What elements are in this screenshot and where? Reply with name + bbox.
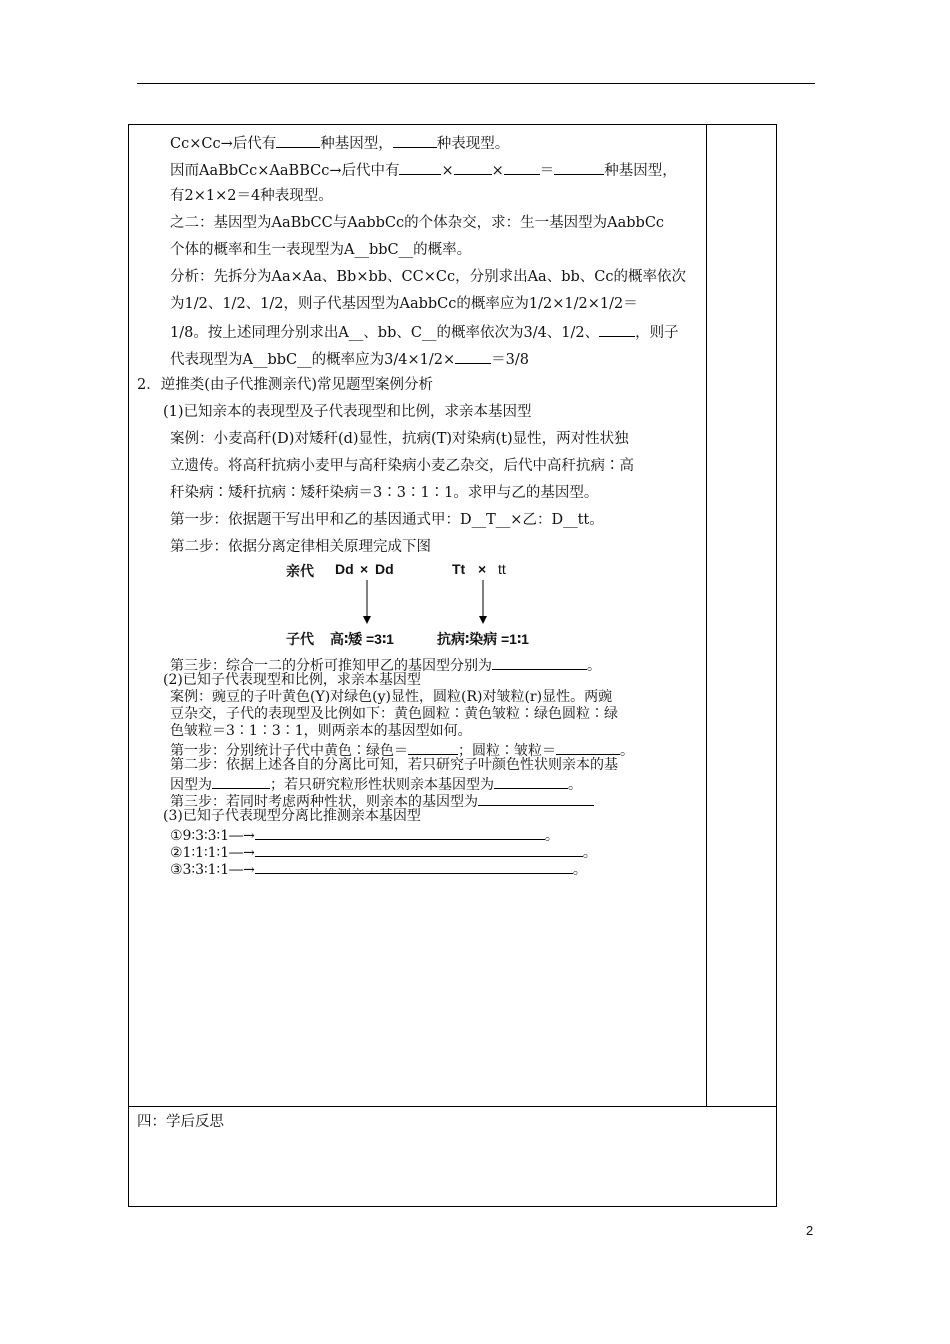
diagram-genotype-tt-2: tt: [498, 561, 506, 577]
diagram-arrows: [350, 578, 500, 628]
blank[interactable]: [478, 791, 594, 806]
blank[interactable]: [255, 859, 573, 874]
line-2: 因而AaBbCc×AaBBCc→后代中有 × × ＝ 种基因型，: [170, 160, 677, 180]
line-14: 秆染病∶矮秆抗病∶矮秆染病＝3∶3∶1∶1。求甲与乙的基因型。: [170, 485, 599, 501]
blank[interactable]: [255, 825, 545, 840]
notes-column-divider: [706, 124, 707, 1107]
line-24: 因型为 ；若只研究粒形性状则亲本基因型为 。: [170, 774, 582, 793]
blank[interactable]: [212, 774, 270, 789]
line-20: 豆杂交，子代的表现型及比例如下：黄色圆粒∶黄色皱粒∶绿色圆粒∶绿: [170, 706, 618, 722]
diagram-genotype-dd-2: Dd: [375, 561, 394, 577]
blank[interactable]: [276, 133, 320, 148]
diagram-child-label: 子代: [286, 631, 314, 647]
line-18: (2)已知子代表现型和比例，求亲本基因型: [163, 672, 421, 688]
line-27: ①9∶3∶3∶1―→ 。: [170, 825, 559, 844]
line-17: 第三步：综合一二的分析可推知甲乙的基因型分别为 。: [170, 655, 601, 674]
blank[interactable]: [599, 322, 635, 337]
blank[interactable]: [455, 349, 491, 364]
diagram-cross-1: ×: [360, 561, 369, 577]
line-22: 第一步：分别统计子代中黄色∶绿色＝ ；圆粒∶皱粒＝ 。: [170, 740, 634, 759]
blank[interactable]: [494, 774, 568, 789]
line-16: 第二步：依据分离定律相关原理完成下图: [170, 539, 431, 555]
page-number: 2: [806, 1223, 814, 1238]
line-28: ②1∶1∶1∶1―→ 。: [170, 842, 597, 861]
line-7: 为1/2、1/2、1/2，则子代基因型为AabbCc的概率应为1/2×1/2×1/2＝: [170, 296, 638, 312]
blank[interactable]: [255, 842, 583, 857]
line-21: 色皱粒＝3∶1∶3∶1，则两亲本的基因型如何。: [170, 723, 472, 739]
header-rule: [137, 83, 815, 84]
blank[interactable]: [504, 160, 540, 175]
line-25: 第三步：若同时考虑两种性状，则亲本的基因型为: [170, 791, 594, 810]
blank[interactable]: [492, 655, 587, 670]
line-12: 案例：小麦高秆(D)对矮秆(d)显性，抗病(T)对染病(t)显性，两对性状独: [170, 431, 629, 447]
line-9: 代表现型为A__bbC__的概率应为3/4×1/2× ＝3/8: [170, 349, 529, 369]
reflection-title: 四：学后反思: [137, 1114, 224, 1130]
line-6: 分析：先拆分为Aa×Aa、Bb×bb、CC×Cc，分别求出Aa、bb、Cc的概率依次: [170, 269, 686, 285]
line-11: (1)已知亲本的表现型及子代表现型和比例，求亲本基因型: [163, 404, 532, 420]
blank[interactable]: [454, 160, 492, 175]
diagram-genotype-dd-1: Dd: [335, 561, 354, 577]
line-26: (3)已知子代表现型分离比推测亲本基因型: [163, 808, 421, 824]
diagram-genotype-tt-1: Tt: [452, 561, 466, 577]
blank[interactable]: [393, 133, 437, 148]
line-3: 有2×1×2＝4种表现型。: [170, 188, 333, 204]
blank[interactable]: [399, 160, 441, 175]
reflection-cell: [128, 1106, 777, 1207]
line-15: 第一步：依据题干写出甲和乙的基因通式甲：D__T__×乙：D__tt。: [170, 512, 604, 528]
line-8: 1/8。按上述同理分别求出A__、bb、C__的概率依次为3/4、1/2、 ，则子: [170, 322, 679, 342]
blank[interactable]: [554, 160, 604, 175]
line-5: 个体的概率和生一表现型为A__bbC__的概率。: [170, 242, 472, 258]
diagram-cross-2: ×: [478, 561, 487, 577]
line-23: 第二步：依据上述各自的分离比可知，若只研究子叶颜色性状则亲本的基: [170, 757, 618, 773]
section-2-heading: 2．逆推类(由子代推测亲代)常见题型案例分析: [137, 377, 434, 393]
blank[interactable]: [408, 740, 458, 755]
line-1: Cc×Cc→后代有 种基因型， 种表现型。: [170, 133, 509, 153]
line-13: 立遗传。将高秆抗病小麦甲与高秆染病小麦乙杂交，后代中高秆抗病∶高: [170, 458, 634, 474]
diagram-parent-label: 亲代: [286, 563, 314, 579]
diagram-ratio-height: 高∶矮 =3∶1: [330, 631, 394, 647]
blank[interactable]: [556, 740, 620, 755]
diagram-ratio-disease: 抗病∶染病 =1∶1: [437, 631, 529, 647]
line-19: 案例：豌豆的子叶黄色(Y)对绿色(y)显性，圆粒(R)对皱粒(r)显性。两豌: [170, 689, 613, 705]
line-29: ③3∶3∶1∶1―→ 。: [170, 859, 587, 878]
line-4: 之二：基因型为AaBbCC与AabbCc的个体杂交，求：生一基因型为AabbCc: [170, 215, 665, 231]
